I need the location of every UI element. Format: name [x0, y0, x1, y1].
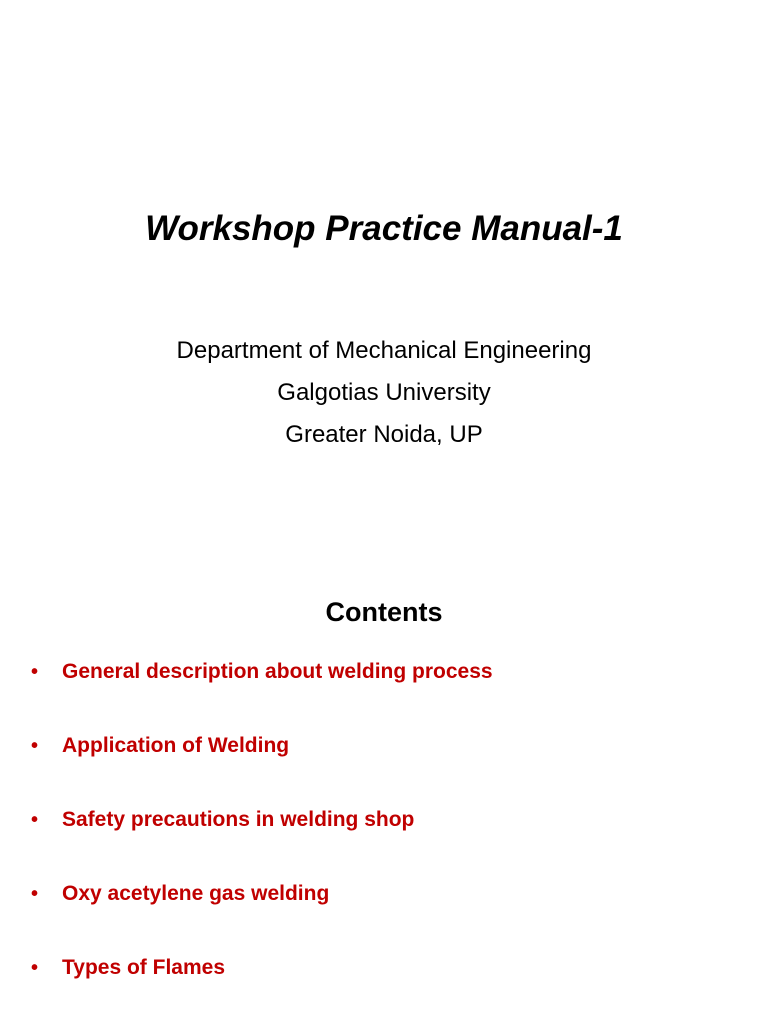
- list-item: [0, 652, 768, 726]
- list-item-label: Oxy acetylene gas welding: [62, 882, 330, 905]
- bullet-icon: •: [31, 735, 39, 757]
- contents-list: [0, 652, 768, 1022]
- bullet-icon: •: [31, 883, 39, 905]
- list-item: [0, 874, 768, 948]
- subtitle-department: Department of Mechanical Engineering: [176, 337, 592, 364]
- list-item: [0, 726, 768, 800]
- subtitle-university: Galgotias University: [277, 379, 491, 406]
- contents-heading: Contents: [325, 597, 443, 627]
- bullet-icon: •: [31, 661, 39, 683]
- bullet-icon: •: [31, 957, 39, 979]
- list-item-label: Application of Welding: [62, 734, 290, 757]
- list-item: [0, 800, 768, 874]
- list-item-label: General description about welding process: [62, 660, 493, 683]
- list-item-label: Types of Flames: [62, 956, 225, 979]
- list-item-label: Safety precautions in welding shop: [62, 808, 415, 831]
- subtitle-block: [0, 330, 768, 456]
- bullet-icon: •: [31, 809, 39, 831]
- list-item: [0, 948, 768, 1022]
- document-title: Workshop Practice Manual-1: [145, 209, 623, 248]
- subtitle-location: Greater Noida, UP: [285, 421, 483, 448]
